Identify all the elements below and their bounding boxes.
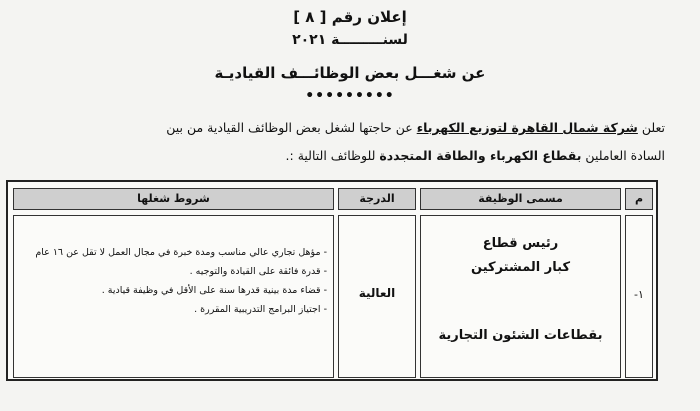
header-job-title: مسمى الوظيفة	[420, 188, 621, 210]
condition-item: - قضاء مدة بينية قدرها سنة على الأقل في وظيفة قيادية .	[19, 284, 327, 297]
condition-item: - اجتياز البرامج التدريبية المقررة .	[19, 303, 327, 316]
announcement-number: إعلان رقم [ ٨ ]	[293, 8, 407, 26]
announcement-year: لسنـــــــــة ٢٠٢١	[292, 32, 408, 48]
intro-text-1: تعلن	[637, 120, 665, 135]
company-name: شركة شمال القاهرة لتوزيع الكهرباء	[416, 120, 638, 135]
jobs-table	[6, 180, 658, 381]
intro-line-1	[25, 118, 665, 138]
condition-item: - قدرة فائقة على القيادة والتوجيه .	[19, 265, 327, 278]
row-number: -١	[634, 288, 644, 301]
intro-text-2: عن حاجتها لشغل بعض الوظائف القيادية من بين	[166, 120, 417, 135]
intro-text-3: السادة العاملين	[581, 148, 665, 163]
cell-job-title	[420, 215, 621, 378]
header-grade: الدرجة	[338, 188, 416, 210]
sector-name: بقطاع الكهرباء والطاقة المتجددة	[379, 148, 582, 163]
cell-number	[625, 215, 653, 378]
header-number: م	[625, 188, 653, 210]
job-title-line-2: كبار المشتركين	[471, 260, 570, 275]
cell-conditions	[13, 215, 334, 378]
job-title-line-1: رئيس قطاع	[482, 236, 559, 251]
intro-line-2	[25, 146, 665, 166]
separator-dots: •••••••••	[305, 88, 395, 104]
condition-item: - مؤهل تجاري عالي مناسب ومدة خبرة في مجال العمل لا تقل عن ١٦ عام	[19, 246, 327, 259]
header-conditions: شروط شغلها	[13, 188, 334, 210]
announcement-subject: عن شغـــل بعض الوظائـــف القياديـة	[214, 64, 486, 82]
job-grade: العالية	[358, 286, 396, 300]
intro-text-4: للوظائف التالية :.	[285, 148, 380, 163]
cell-grade	[338, 215, 416, 378]
job-title-line-3: بقطاعات الشئون التجارية	[438, 328, 603, 343]
conditions-list	[19, 246, 327, 322]
